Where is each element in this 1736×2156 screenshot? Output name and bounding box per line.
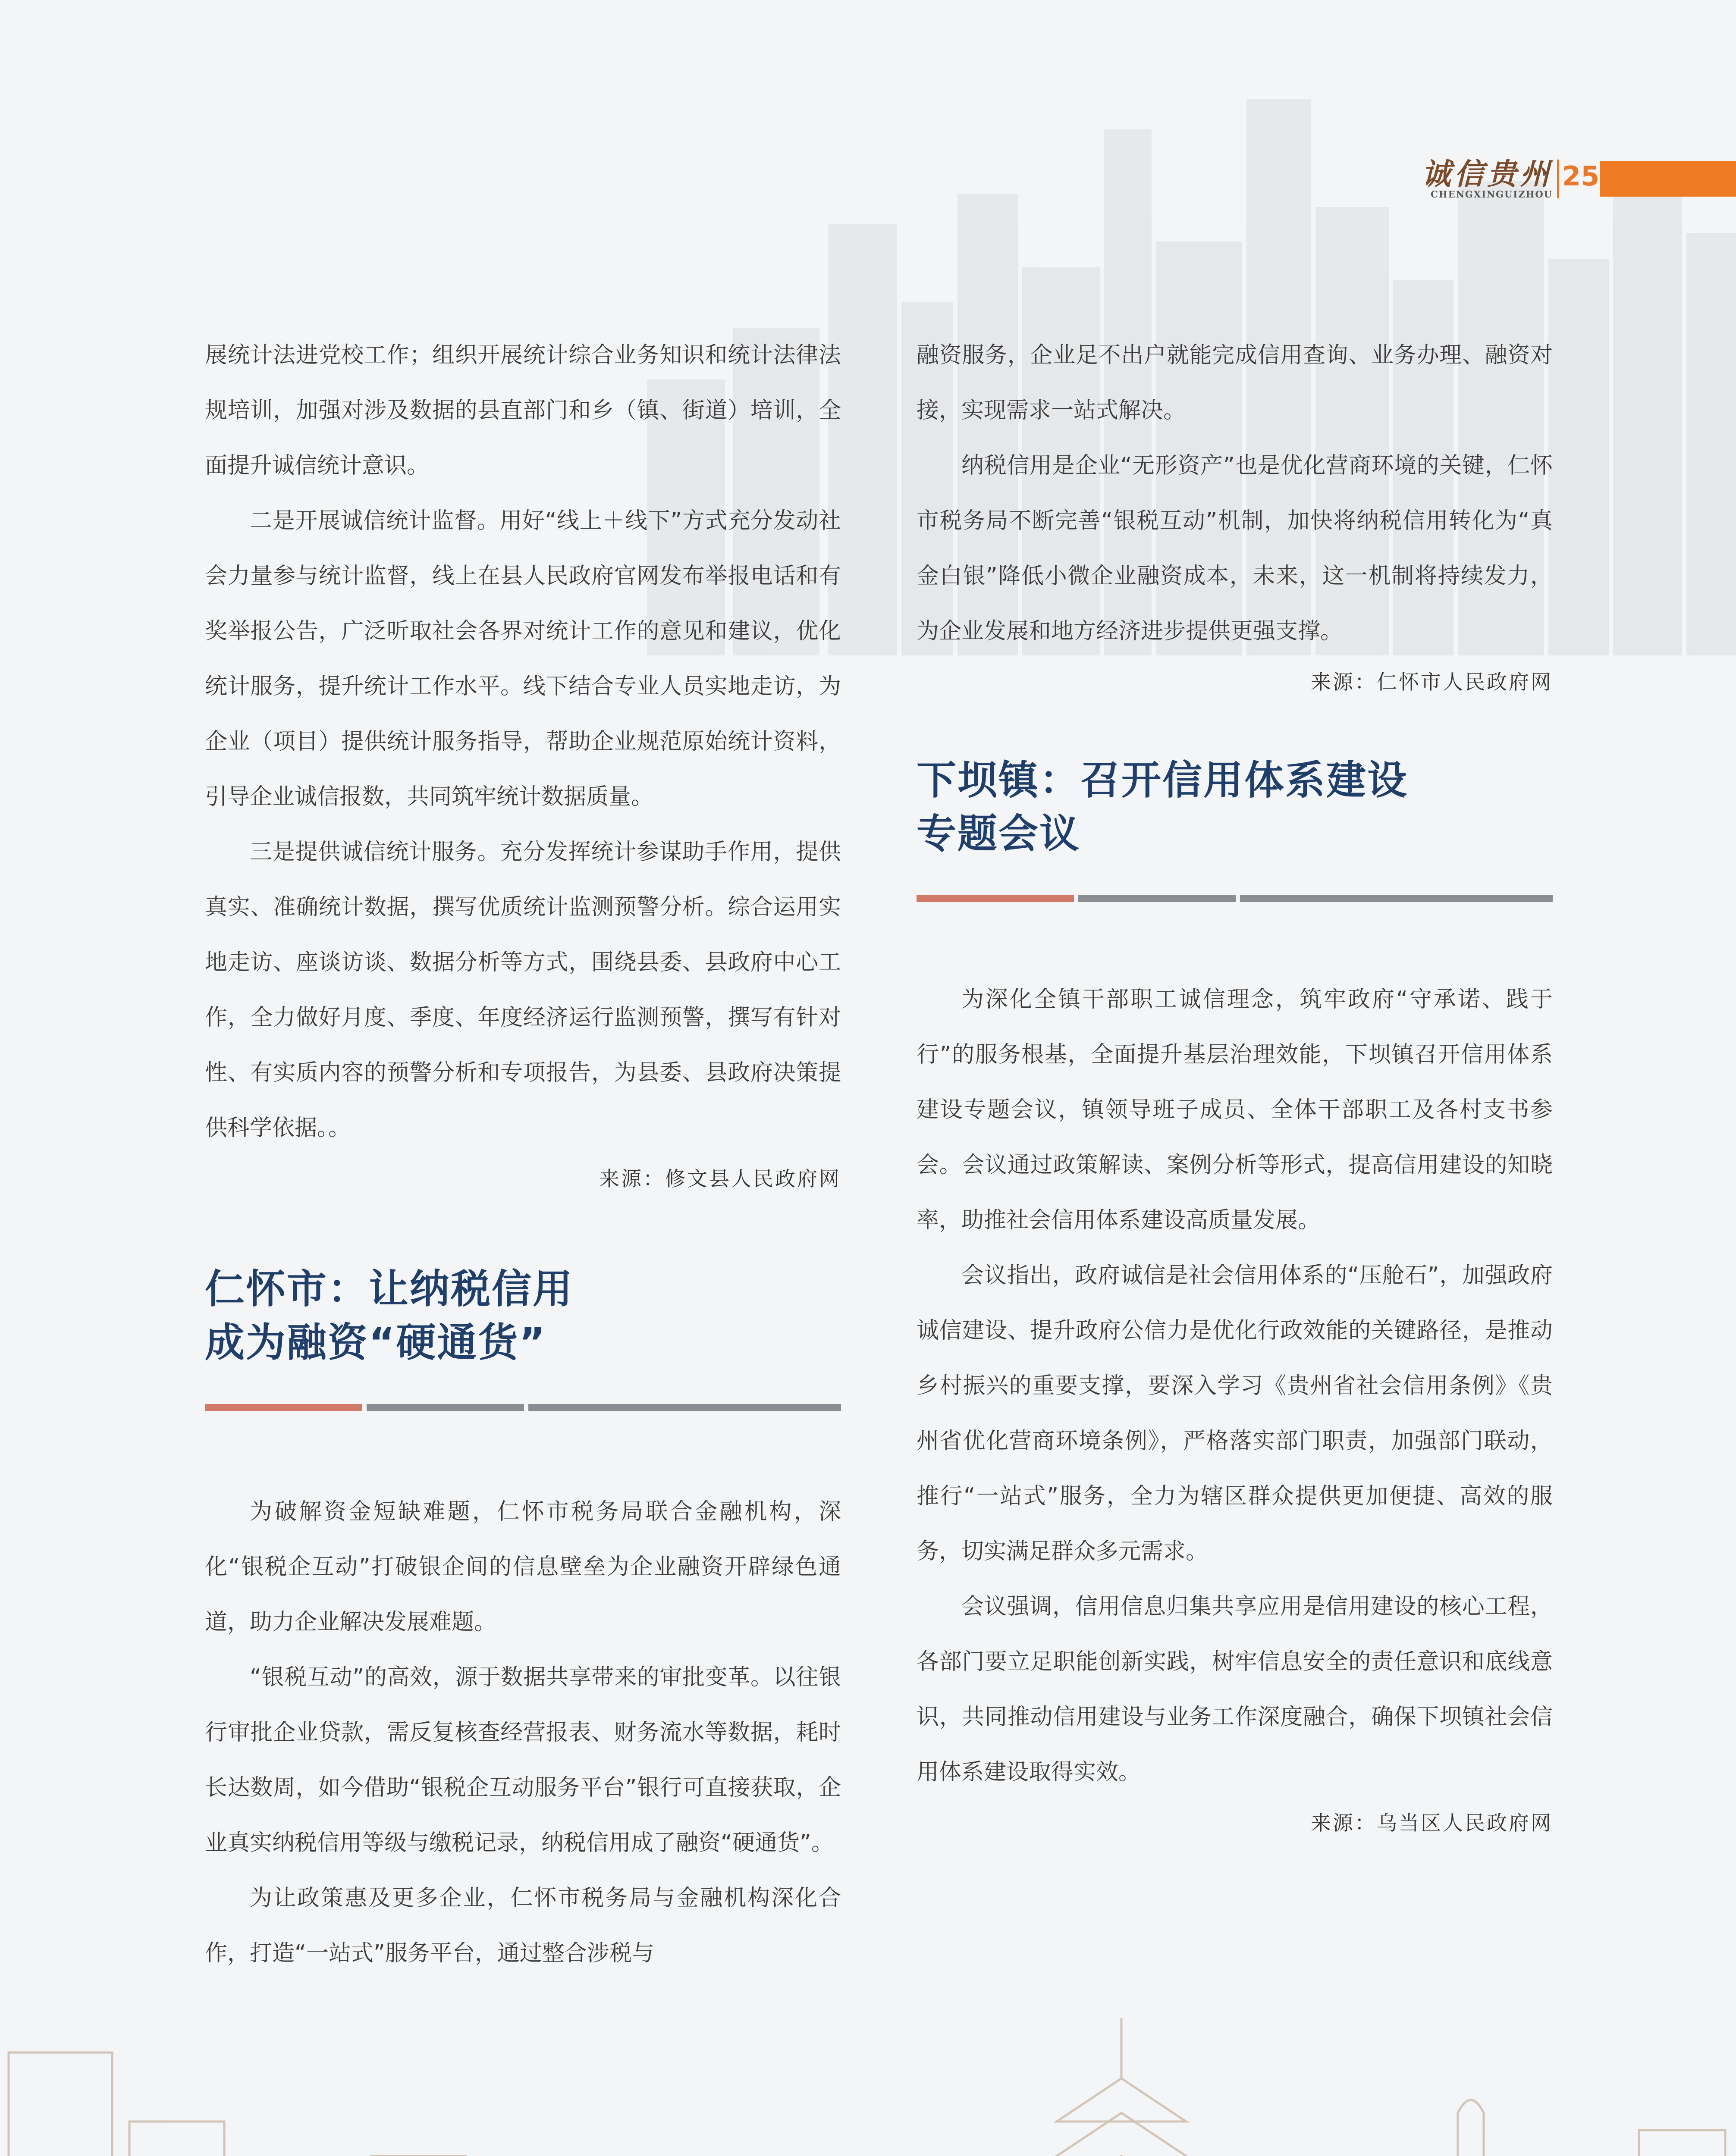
continued-source: 来源：仁怀市人民政府网 [1311, 671, 1553, 694]
right-column [917, 328, 1553, 1847]
masthead [1410, 151, 1736, 207]
masthead-subtitle: CHENGXINGUIZHOU [1431, 189, 1553, 200]
intro-source: 来源：修文县人民政府网 [599, 1167, 841, 1191]
intro-paragraph-1: 展统计法进党校工作；组织开展统计综合业务知识和统计法律法规培训，加强对涉及数据的县直部门和乡（镇、街道）培训，全面提升诚信统计意识。 [205, 342, 841, 479]
xiaba-source: 来源：乌当区人民政府网 [1311, 1811, 1553, 1835]
intro-paragraph-2: 二是开展诚信统计监督。用好“线上＋线下”方式充分发动社会力量参与统计监督，线上在县人民政府官网发布举报电话和有奖举报公告，广泛听取社会各界对统计工作的意见和建议，优化统计服务，提升统计工作水平。线下结合专业人员实地走访，为企业（项目）提供统计服务指导，帮助企业规范原始统计资料，引导企业诚信报数，共同筑牢统计数据质量。 [205, 508, 841, 810]
xiaba-paragraph-2: 会议指出，政府诚信是社会信用体系的“压舱石”，加强政府诚信建设、提升政府公信力是优化行政效能的关键路径，是推动乡村振兴的重要支撑，要深入学习《贵州省社会信用条例》《贵州省优化营商环境条例》，严格落实部门职责，加强部门联动，推行“一站式”服务，全力为辖区群众提供更加便捷、高效的服务，切实满足群众多元需求。 [917, 1263, 1553, 1564]
renhuai-heading-line1: 仁怀市：让纳税信用 [205, 1266, 574, 1312]
xiaba-heading-rule [917, 895, 1553, 903]
masthead-accent-bar [1600, 161, 1736, 197]
continued-paragraph-2: 纳税信用是企业“无形资产”也是优化营商环境的关键，仁怀市税务局不断完善“银税互动”机制，加快将纳税信用转化为“真金白银”降低小微企业融资成本，未来，这一机制将持续发力，为企业发展和地方经济进步提供更强支撑。 [917, 453, 1553, 644]
xiaba-paragraph-1: 为深化全镇干部职工诚信理念，筑牢政府“守承诺、践于行”的服务根基，全面提升基层治理效能，下坝镇召开信用体系建设专题会议，镇领导班子成员、全体干部职工及各村支书参会。会议通过政策解读、案例分析等形式，提高信用建设的知晓率，助推社会信用体系建设高质量发展。 [917, 987, 1553, 1233]
page-number: 25 [1562, 160, 1600, 192]
masthead-title: 诚信贵州 [1421, 157, 1553, 191]
renhuai-heading-rule [205, 1404, 841, 1412]
intro-paragraph-3: 三是提供诚信统计服务。充分发挥统计参谋助手作用，提供真实、准确统计数据，撰写优质统计监测预警分析。综合运用实地走访、座谈访谈、数据分析等方式，围绕县委、县政府中心工作，全力做好月度、季度、年度经济运行监测预警，撰写有针对性、有实质内容的预警分析和专项报告，为县委、县政府决策提供科学依据。。 [205, 839, 841, 1141]
continued-paragraph-1: 融资服务，企业足不出户就能完成信用查询、业务办理、融资对接，实现需求一站式解决。 [917, 342, 1553, 423]
masthead-divider [1557, 160, 1559, 198]
left-column [205, 328, 841, 1981]
renhuai-paragraph-3: 为让政策惠及更多企业，仁怀市税务局与金融机构深化合作，打造“一站式”服务平台，通过整合涉税与 [205, 1885, 841, 1966]
xiaba-paragraph-3: 会议强调，信用信息归集共享应用是信用建设的核心工程，各部门要立足职能创新实践，树牢信息安全的责任意识和底线意识，共同推动信用建设与业务工作深度融合，确保下坝镇社会信用体系建设取得实效。 [917, 1594, 1553, 1785]
xiaba-heading-line1: 下坝镇：召开信用体系建设 [917, 757, 1409, 803]
renhuai-paragraph-2: “银税互动”的高效，源于数据共享带来的审批变革。以往银行审批企业贷款，需反复核查经营报表、财务流水等数据，耗时长达数周，如今借助“银税企互动服务平台”银行可直接获取，企业真实纳税信用等级与缴税记录，纳税信用成了融资“硬通货”。 [205, 1664, 841, 1856]
renhuai-heading-line2: 成为融资“硬通货” [205, 1319, 546, 1366]
xiaba-heading-line2: 专题会议 [917, 811, 1081, 857]
renhuai-paragraph-1: 为破解资金短缺难题，仁怀市税务局联合金融机构，深化“银税企互动”打破银企间的信息壁垒为企业融资开辟绿色通道，助力企业解决发展难题。 [205, 1499, 841, 1635]
